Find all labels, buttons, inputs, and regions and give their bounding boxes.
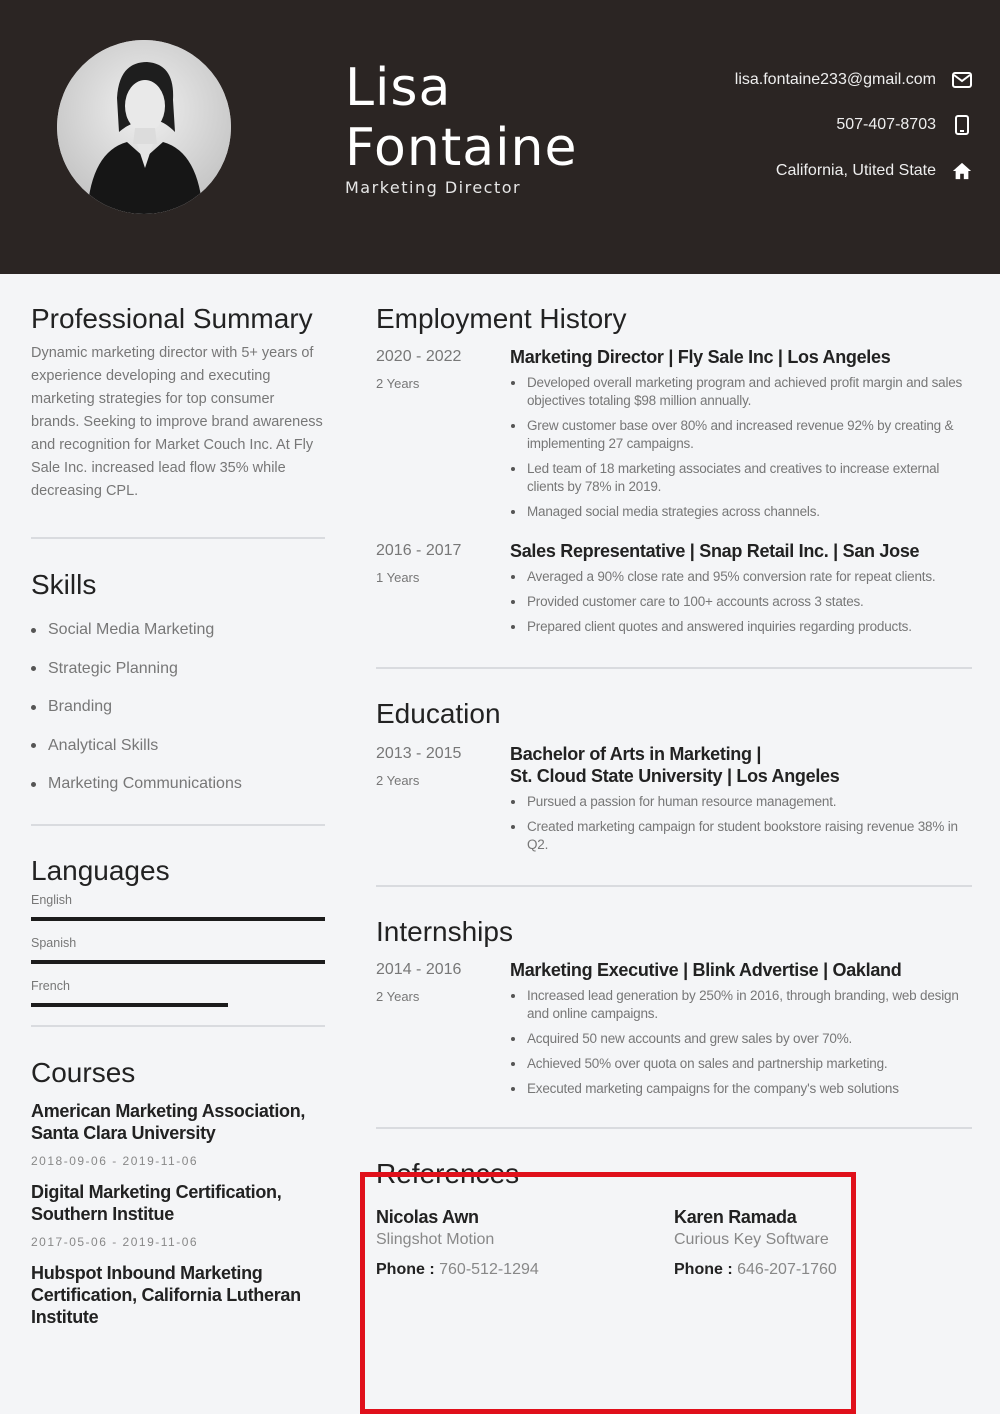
reference-phone[interactable]: Phone : 760-512-1294 [376, 1261, 539, 1278]
skill-item: Strategic Planning [31, 650, 325, 689]
internships-heading: Internships [376, 916, 513, 947]
course-title: Hubspot Inbound Marketing Certification, California Lutheran Institute [31, 1262, 301, 1327]
summary-text: Dynamic marketing director with 5+ years of experience developing and executing marketing strategies for top consumer brands. Seeking to improve brand awareness and recognition for Market Couch Inc. At Fly Sale Inc. increased lead flow 35% while decreasing CPL. [31, 345, 323, 499]
reference-company: Curious Key Software [674, 1231, 829, 1248]
internship-duration: 2 Years [376, 989, 420, 1004]
divider [376, 885, 972, 887]
bullet: Averaged a 90% close rate and 95% conversion rate for repeat clients. [510, 568, 972, 586]
divider [31, 824, 325, 826]
job-title: Sales Representative | Snap Retail Inc. | San Jose [510, 541, 920, 561]
language-level-bar [31, 960, 325, 964]
references-list [376, 1205, 972, 1279]
job-duration: 1 Years [376, 570, 420, 585]
home-icon [952, 161, 972, 181]
mobile-phone-icon [952, 115, 972, 135]
language-name: English [31, 892, 72, 907]
courses-heading: Courses [31, 1056, 136, 1088]
contact-location [776, 161, 972, 181]
skill-item: Analytical Skills [31, 727, 325, 766]
reference-phone[interactable]: Phone : 646-207-1760 [674, 1261, 837, 1278]
reference-name: Karen Ramada [674, 1207, 797, 1227]
contact-email[interactable] [735, 70, 972, 90]
degree-title: Bachelor of Arts in Marketing | [510, 744, 762, 764]
bullet: Provided customer care to 100+ accounts across 3 states. [510, 593, 972, 611]
bullet: Increased lead generation by 250% in 2016, through branding, web design and online campaigns. [510, 987, 972, 1023]
internship-entry [376, 959, 972, 1105]
course-title: American Marketing Association, Santa Clara University [31, 1100, 306, 1143]
education-heading: Education [376, 698, 501, 729]
resume-header [0, 0, 1000, 274]
left-column [31, 298, 325, 1328]
skills-list [31, 611, 325, 804]
course-dates: 2017-05-06 - 2019-11-06 [31, 1234, 199, 1249]
job-title: Marketing Director | Fly Sale Inc | Los Angeles [510, 347, 891, 367]
job-entry [376, 540, 972, 643]
internship-years: 2014 - 2016 [376, 961, 462, 978]
portrait-image [57, 40, 231, 214]
language-level-bar [31, 1003, 325, 1007]
job-duration: 2 Years [376, 376, 420, 391]
skill-item: Branding [31, 688, 325, 727]
divider [31, 1025, 325, 1027]
location-text: California, Utited State [775, 162, 936, 179]
reference-name: Nicolas Awn [376, 1207, 479, 1227]
job-years: 2020 - 2022 [376, 348, 462, 365]
divider [376, 667, 972, 669]
divider [376, 1127, 972, 1129]
course-title: Digital Marketing Certification, Southern Institue [31, 1181, 282, 1224]
bullet: Developed overall marketing program and achieved profit margin and sales objectives totaling $98 million annually. [510, 374, 972, 410]
divider [31, 537, 325, 539]
envelope-icon [952, 70, 972, 90]
job-entry [376, 346, 972, 528]
language-level-bar [31, 917, 325, 921]
skill-item: Marketing Communications [31, 765, 325, 804]
bullet: Grew customer base over 80% and increased revenue 92% by creating & implementing 27 campaigns. [510, 417, 972, 453]
languages-list [31, 892, 325, 1007]
bullet: Executed marketing campaigns for the company's web solutions [510, 1080, 972, 1098]
bullet: Managed social media strategies across channels. [510, 503, 972, 521]
internship-title: Marketing Executive | Blink Advertise | Oakland [510, 960, 902, 980]
job-years: 2016 - 2017 [376, 542, 462, 559]
bullet: Created marketing campaign for student bookstore raising revenue 38% in Q2. [510, 818, 972, 854]
bullet: Achieved 50% over quota on sales and partnership marketing. [510, 1055, 972, 1073]
last-name: Fontaine [345, 118, 578, 178]
education-years: 2013 - 2015 [376, 745, 462, 762]
job-bullets [510, 568, 972, 636]
job-title: Marketing Director [345, 178, 522, 197]
reference-card [674, 1205, 972, 1279]
education-duration: 2 Years [376, 773, 420, 788]
full-name [345, 58, 577, 178]
first-name: Lisa [345, 58, 452, 118]
internship-bullets [510, 987, 972, 1098]
profile-photo [57, 40, 231, 214]
courses-list [31, 1100, 325, 1328]
reference-company: Slingshot Motion [376, 1231, 495, 1248]
skill-item: Social Media Marketing [31, 611, 325, 650]
employment-heading: Employment History [376, 303, 627, 334]
contact-phone[interactable] [836, 115, 972, 135]
bullet: Led team of 18 marketing associates and creatives to increase external clients by 78% in 2019. [510, 460, 972, 496]
education-bullets [510, 793, 972, 854]
school-title: St. Cloud State University | Los Angeles [510, 766, 840, 786]
skills-heading: Skills [31, 569, 97, 600]
reference-card [376, 1205, 674, 1279]
job-bullets [510, 374, 972, 521]
summary-heading: Professional Summary [31, 303, 313, 334]
phone-text[interactable]: 507-407-8703 [836, 116, 936, 133]
bullet: Prepared client quotes and answered inquiries regarding products. [510, 618, 972, 636]
bullet: Acquired 50 new accounts and grew sales by over 70%. [510, 1030, 972, 1048]
bullet: Pursued a passion for human resource management. [510, 793, 972, 811]
course-dates: 2018-09-06 - 2019-11-06 [31, 1153, 199, 1168]
references-heading: References [376, 1158, 520, 1189]
language-name: Spanish [31, 935, 77, 950]
languages-heading: Languages [31, 854, 170, 886]
email-text[interactable]: lisa.fontaine233@gmail.com [734, 71, 936, 88]
language-name: French [31, 978, 70, 993]
education-entry [376, 743, 972, 861]
right-column [376, 298, 972, 1279]
